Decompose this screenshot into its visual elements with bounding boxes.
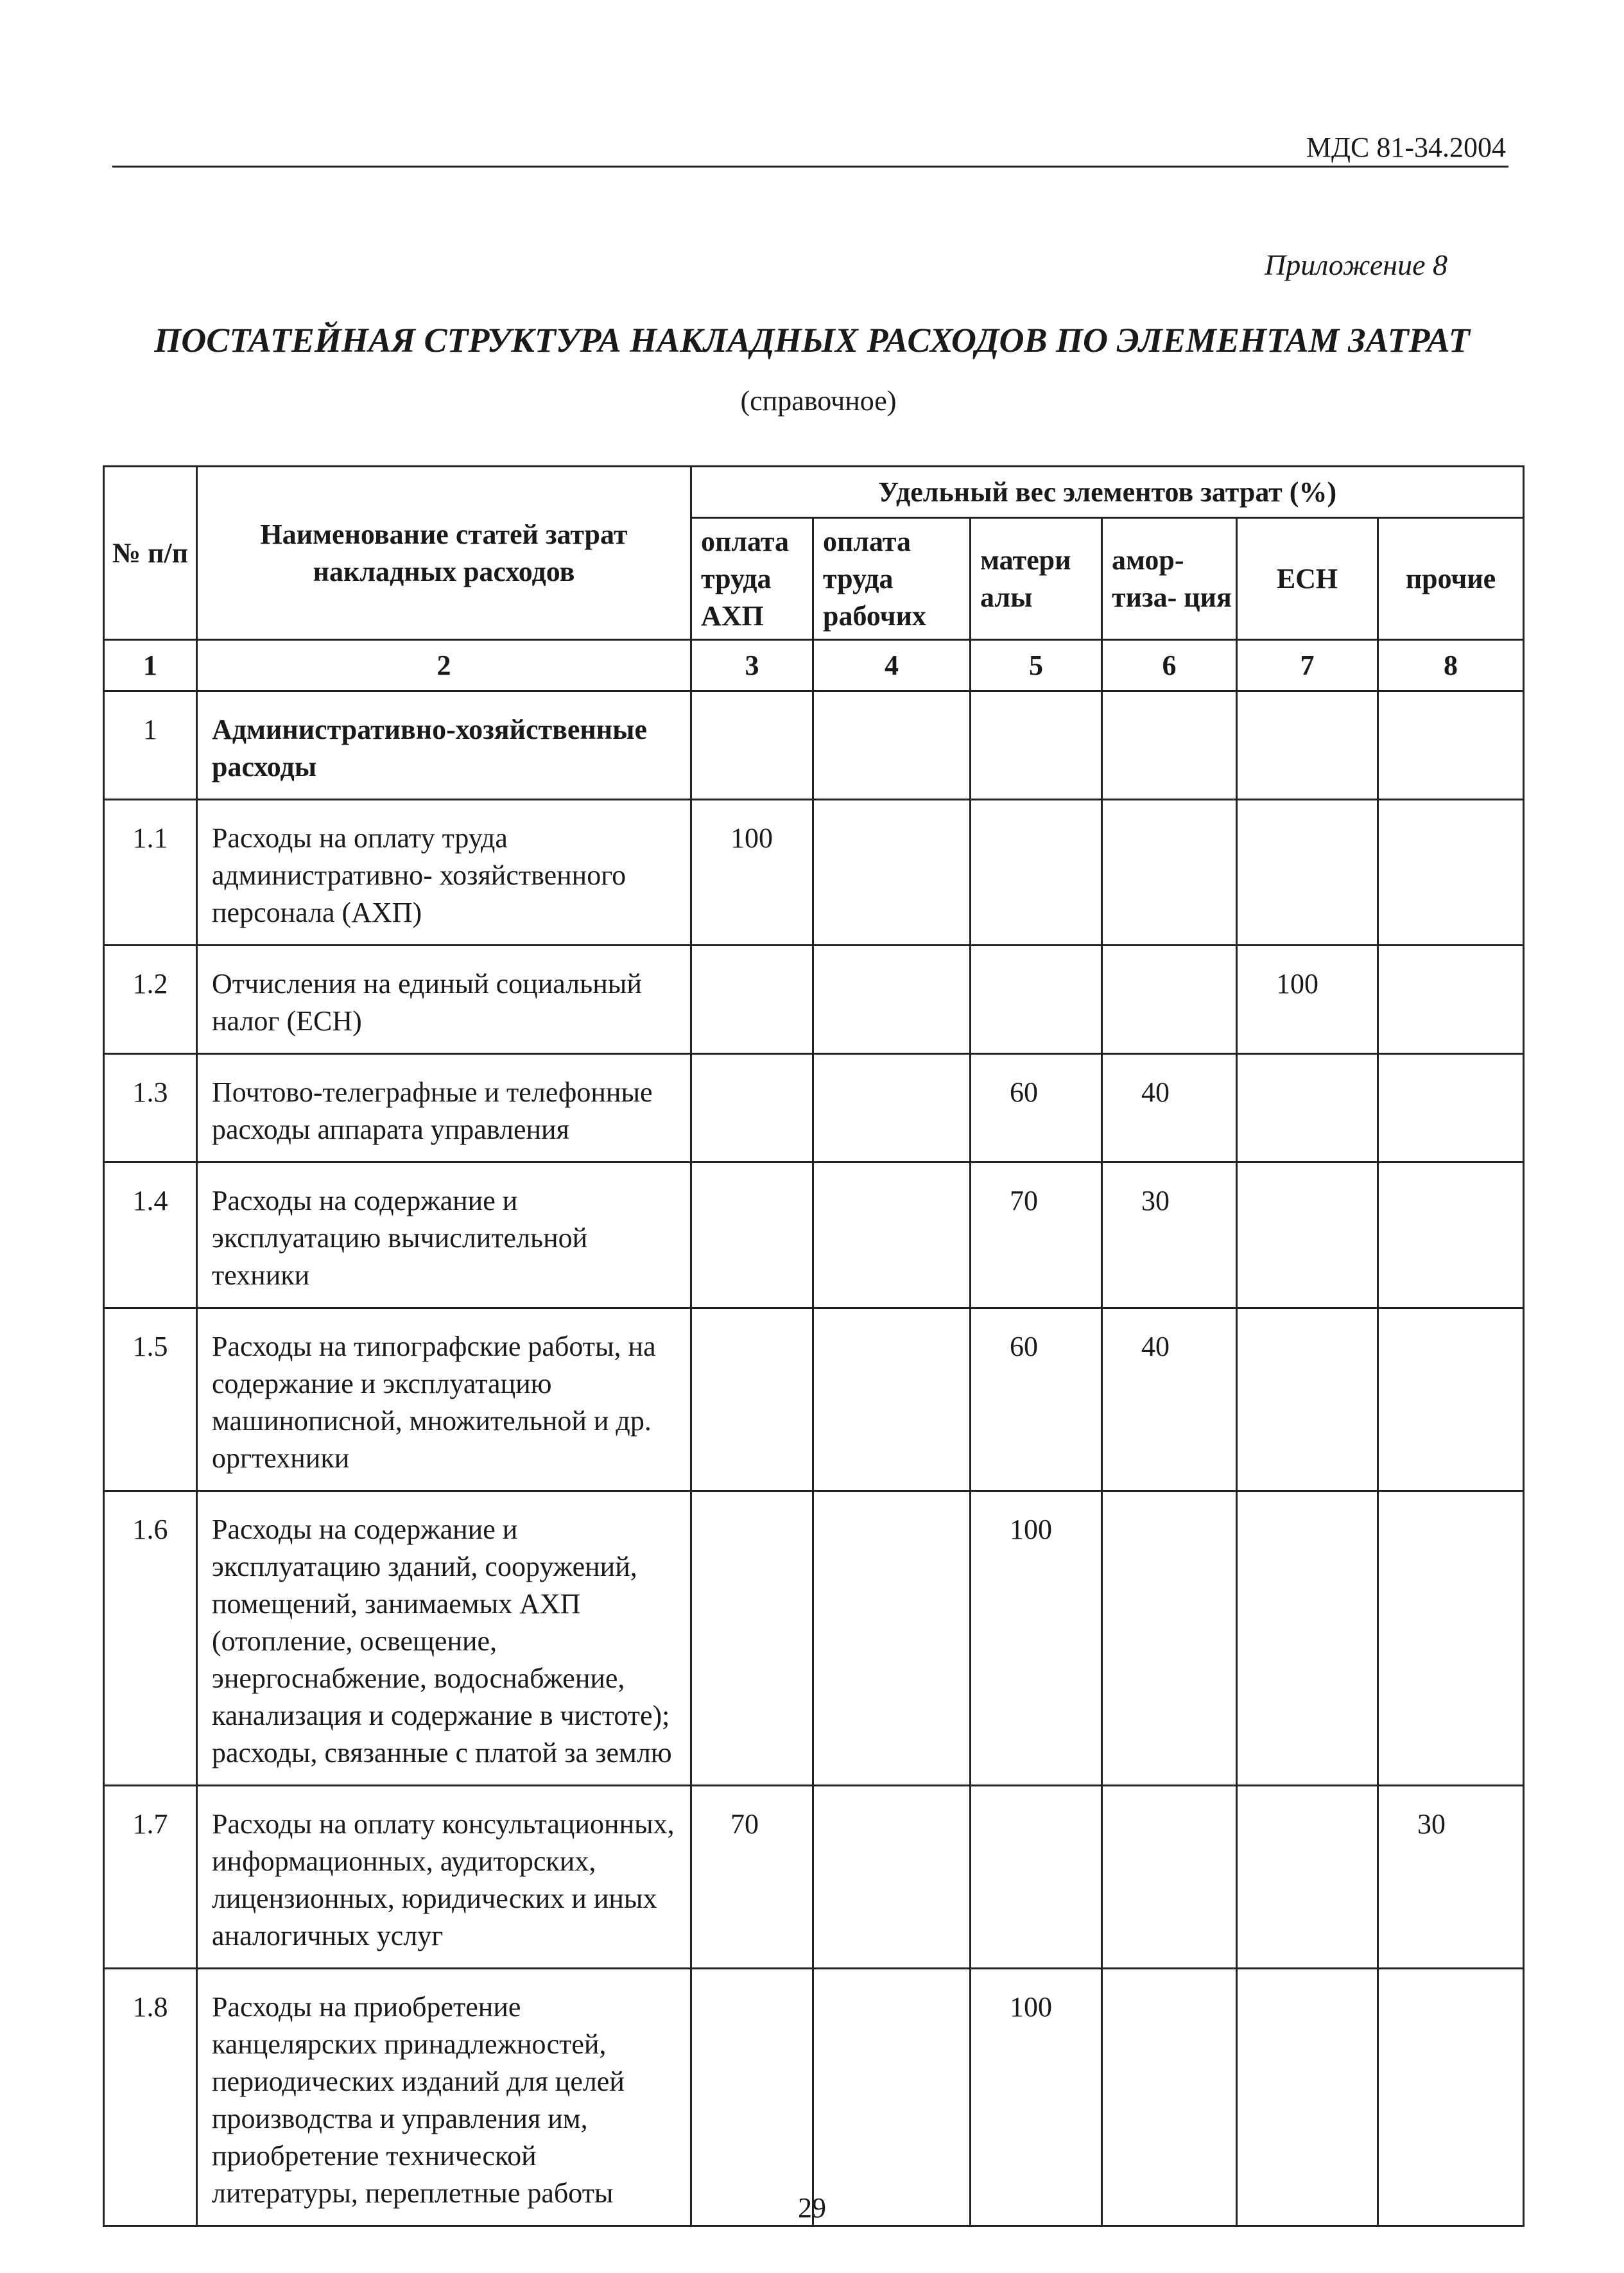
col-number-2: 2 bbox=[197, 640, 691, 691]
table-row bbox=[104, 1162, 1524, 1308]
cost-share-value: 30 bbox=[1378, 1786, 1524, 1969]
cost-share-value bbox=[691, 1969, 813, 2226]
col-number-3: 3 bbox=[691, 640, 813, 691]
cost-share-value bbox=[1237, 1786, 1378, 1969]
cost-share-value: 40 bbox=[1102, 1308, 1237, 1491]
header-col-axp: оплата труда АХП bbox=[691, 518, 813, 640]
cost-item-name: Расходы на оплату труда административно- хозяйственного персонала (АХП) bbox=[197, 800, 691, 946]
header-rule bbox=[112, 166, 1508, 168]
row-number: 1.8 bbox=[104, 1969, 197, 2226]
cost-item-name: Расходы на содержание и эксплуатацию зданий, сооружений, помещений, занимаемых АХП (отопление, освещение, энергоснабжение, водоснабжение, канализация и содержание в чистоте); расходы, связанные с платой за землю bbox=[197, 1491, 691, 1786]
cost-share-value bbox=[1378, 1308, 1524, 1491]
cost-share-value bbox=[813, 691, 971, 800]
cost-item-name: Расходы на содержание и эксплуатацию вычислительной техники bbox=[197, 1162, 691, 1308]
header-col-materials: матери алы bbox=[971, 518, 1102, 640]
cost-item-name: Отчисления на единый социальный налог (ЕСН) bbox=[197, 946, 691, 1054]
cost-share-value bbox=[1102, 1786, 1237, 1969]
cost-share-value bbox=[971, 1786, 1102, 1969]
document-subtitle: (справочное) bbox=[740, 385, 897, 417]
cost-share-value: 30 bbox=[1102, 1162, 1237, 1308]
cost-share-value: 60 bbox=[971, 1308, 1102, 1491]
cost-share-value: 70 bbox=[971, 1162, 1102, 1308]
cost-share-value bbox=[1378, 1162, 1524, 1308]
row-number: 1.1 bbox=[104, 800, 197, 946]
cost-share-value bbox=[1378, 1054, 1524, 1162]
col-number-5: 5 bbox=[971, 640, 1102, 691]
row-number: 1.5 bbox=[104, 1308, 197, 1491]
col-number-8: 8 bbox=[1378, 640, 1524, 691]
cost-share-value bbox=[1378, 1969, 1524, 2226]
cost-share-value bbox=[1237, 800, 1378, 946]
header-col-esn: ЕСН bbox=[1237, 518, 1378, 640]
cost-share-value bbox=[813, 1308, 971, 1491]
row-number: 1.3 bbox=[104, 1054, 197, 1162]
cost-share-value bbox=[691, 1491, 813, 1786]
cost-share-value bbox=[813, 1054, 971, 1162]
cost-share-value: 100 bbox=[971, 1969, 1102, 2226]
cost-share-value bbox=[1102, 1491, 1237, 1786]
cost-share-value bbox=[1378, 1491, 1524, 1786]
cost-share-value bbox=[691, 1054, 813, 1162]
cost-share-value: 40 bbox=[1102, 1054, 1237, 1162]
cost-share-value bbox=[1102, 1969, 1237, 2226]
doc-code: МДС 81-34.2004 bbox=[1306, 132, 1506, 163]
table-row bbox=[104, 1054, 1524, 1162]
table-row bbox=[104, 1308, 1524, 1491]
cost-share-value: 60 bbox=[971, 1054, 1102, 1162]
cost-item-name: Расходы на приобретение канцелярских принадлежностей, периодических изданий для целей производства и управления им, приобретение технической литературы, переплетные работы bbox=[197, 1969, 691, 2226]
table-row bbox=[104, 946, 1524, 1054]
cost-share-value bbox=[813, 1491, 971, 1786]
col-number-6: 6 bbox=[1102, 640, 1237, 691]
cost-share-value bbox=[971, 691, 1102, 800]
cost-share-value bbox=[1237, 1491, 1378, 1786]
col-number-7: 7 bbox=[1237, 640, 1378, 691]
cost-share-value bbox=[813, 1162, 971, 1308]
cost-share-value: 70 bbox=[691, 1786, 813, 1969]
cost-share-value bbox=[813, 1786, 971, 1969]
cost-share-value bbox=[691, 1308, 813, 1491]
row-number: 1 bbox=[104, 691, 197, 800]
cost-share-value bbox=[1237, 1308, 1378, 1491]
cost-share-value bbox=[1102, 800, 1237, 946]
cost-share-value bbox=[1237, 691, 1378, 800]
cost-share-value bbox=[813, 946, 971, 1054]
header-num: № п/п bbox=[104, 467, 197, 640]
cost-share-value bbox=[1102, 946, 1237, 1054]
row-number: 1.6 bbox=[104, 1491, 197, 1786]
document-title: ПОСТАТЕЙНАЯ СТРУКТУРА НАКЛАДНЫХ РАСХОДОВ ПО ЭЛЕМЕНТАМ ЗАТРАТ bbox=[154, 321, 1470, 359]
cost-item-name: Расходы на типографские работы, на содержание и эксплуатацию машинописной, множительной и др. оргтехники bbox=[197, 1308, 691, 1491]
row-number: 1.7 bbox=[104, 1786, 197, 1969]
table-row bbox=[104, 1491, 1524, 1786]
cost-share-value bbox=[1237, 1054, 1378, 1162]
section-heading: Административно-хозяйственные расходы bbox=[197, 691, 691, 800]
table-row bbox=[104, 691, 1524, 800]
cost-share-value bbox=[1237, 1162, 1378, 1308]
cost-share-value bbox=[1378, 946, 1524, 1054]
cost-share-value bbox=[691, 691, 813, 800]
cost-item-name: Почтово-телеграфные и телефонные расходы аппарата управления bbox=[197, 1054, 691, 1162]
cost-structure-table bbox=[103, 465, 1525, 2227]
header-col-depreciation: амор- тиза- ция bbox=[1102, 518, 1237, 640]
cost-share-value bbox=[691, 946, 813, 1054]
header-group: Удельный вес элементов затрат (%) bbox=[691, 467, 1524, 518]
table-row bbox=[104, 800, 1524, 946]
cost-share-value bbox=[1378, 691, 1524, 800]
header-col-workers: оплата труда рабочих bbox=[813, 518, 971, 640]
cost-share-value: 100 bbox=[1237, 946, 1378, 1054]
page-number: 29 bbox=[798, 2192, 826, 2224]
cost-share-value bbox=[1237, 1969, 1378, 2226]
cost-item-name: Расходы на оплату консультационных, информационных, аудиторских, лицензионных, юридических и иных аналогичных услуг bbox=[197, 1786, 691, 1969]
cost-share-value bbox=[813, 1969, 971, 2226]
cost-share-value bbox=[1102, 691, 1237, 800]
col-number-4: 4 bbox=[813, 640, 971, 691]
col-number-1: 1 bbox=[104, 640, 197, 691]
header-name: Наименование статей затрат накладных расходов bbox=[197, 467, 691, 640]
cost-share-value bbox=[691, 1162, 813, 1308]
row-number: 1.2 bbox=[104, 946, 197, 1054]
table-row bbox=[104, 1969, 1524, 2226]
cost-share-value bbox=[813, 800, 971, 946]
cost-share-value bbox=[971, 946, 1102, 1054]
cost-share-value bbox=[1378, 800, 1524, 946]
cost-share-value: 100 bbox=[691, 800, 813, 946]
row-number: 1.4 bbox=[104, 1162, 197, 1308]
appendix-label: Приложение 8 bbox=[1264, 248, 1447, 281]
cost-share-value bbox=[971, 800, 1102, 946]
table-row bbox=[104, 1786, 1524, 1969]
header-col-other: прочие bbox=[1378, 518, 1524, 640]
cost-share-value: 100 bbox=[971, 1491, 1102, 1786]
